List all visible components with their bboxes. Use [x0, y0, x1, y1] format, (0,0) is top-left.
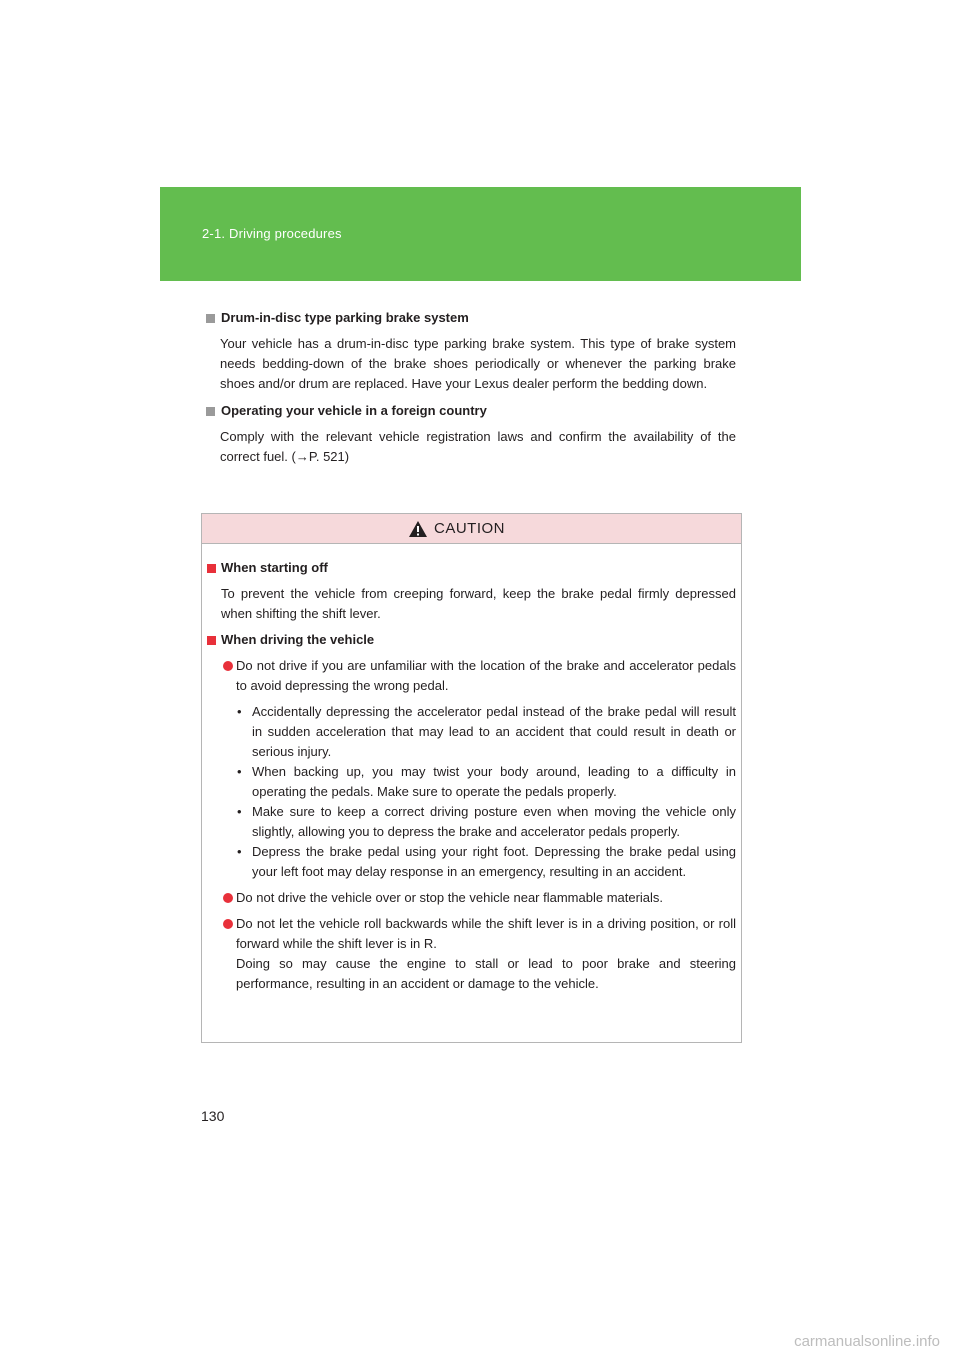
- page-number: 130: [201, 1108, 225, 1124]
- warning-triangle-icon: [408, 520, 428, 538]
- caution-label: CAUTION: [434, 520, 505, 537]
- circle-bullet-icon: [223, 893, 233, 903]
- square-bullet-icon: [207, 636, 216, 645]
- caution-body: [202, 544, 741, 994]
- note-title: Operating your vehicle in a foreign country: [221, 403, 487, 418]
- note-body: Your vehicle has a drum-in-disc type parking brake system. This type of brake system needs bedding-down of the brake shoes periodically or whenever the parking brake shoes and/or drum are replaced. Have your Lexus dealer perform the bedding down.: [220, 336, 736, 391]
- note-foreign-country: [206, 401, 736, 467]
- chapter-header-band: [160, 187, 801, 281]
- circle-bullet-icon: [223, 919, 233, 929]
- note-drum-in-disc: [206, 308, 736, 394]
- sub-item: • When backing up, you may twist your body around, leading to a difficulty in operating the pedals. Make sure to operate the pedals properly.: [237, 764, 736, 799]
- circle-bullet-icon: [223, 661, 233, 671]
- note-title: Drum-in-disc type parking brake system: [221, 310, 469, 325]
- caution-section-text: To prevent the vehicle from creeping forward, keep the brake pedal firmly depressed when shifting the shift lever.: [221, 586, 736, 621]
- square-bullet-icon: [206, 407, 215, 416]
- main-content: [206, 308, 736, 474]
- sub-item: • Depress the brake pedal using your right foot. Depressing the brake pedal using your left foot may delay response in an emergency, resulting in an accident.: [237, 844, 736, 879]
- caution-bullet: Do not let the vehicle roll backwards while the shift lever is in a driving position, or roll forward while the shift lever is in R. Doing so may cause the engine to stall or lead to poor brake and steering performance, resulting in an accident or damage to the vehicle.: [223, 914, 736, 994]
- caution-box: [201, 513, 742, 1043]
- caution-section-title: When starting off: [207, 558, 736, 578]
- watermark: carmanualsonline.info: [794, 1333, 940, 1350]
- caution-header: [202, 514, 741, 544]
- caution-section-title: When driving the vehicle: [207, 630, 736, 650]
- caution-bullet: Do not drive if you are unfamiliar with the location of the brake and accelerator pedals to avoid depressing the wrong pedal.: [223, 656, 736, 696]
- square-bullet-icon: [206, 314, 215, 323]
- square-bullet-icon: [207, 564, 216, 573]
- note-body: Comply with the relevant vehicle registration laws and confirm the availability of the correct fuel. (→P. 521): [220, 429, 736, 464]
- section-title: 2-1. Driving procedures: [202, 226, 342, 241]
- caution-bullet: Do not drive the vehicle over or stop the vehicle near flammable materials.: [223, 888, 736, 908]
- sub-item: • Accidentally depressing the accelerator pedal instead of the brake pedal will result in sudden acceleration that may lead to an accident that could result in death or serious injury.: [237, 704, 736, 759]
- sub-item: • Make sure to keep a correct driving posture even when moving the vehicle only slightly, allowing you to depress the brake and accelerator pedals properly.: [237, 804, 736, 839]
- sub-list: [207, 702, 736, 882]
